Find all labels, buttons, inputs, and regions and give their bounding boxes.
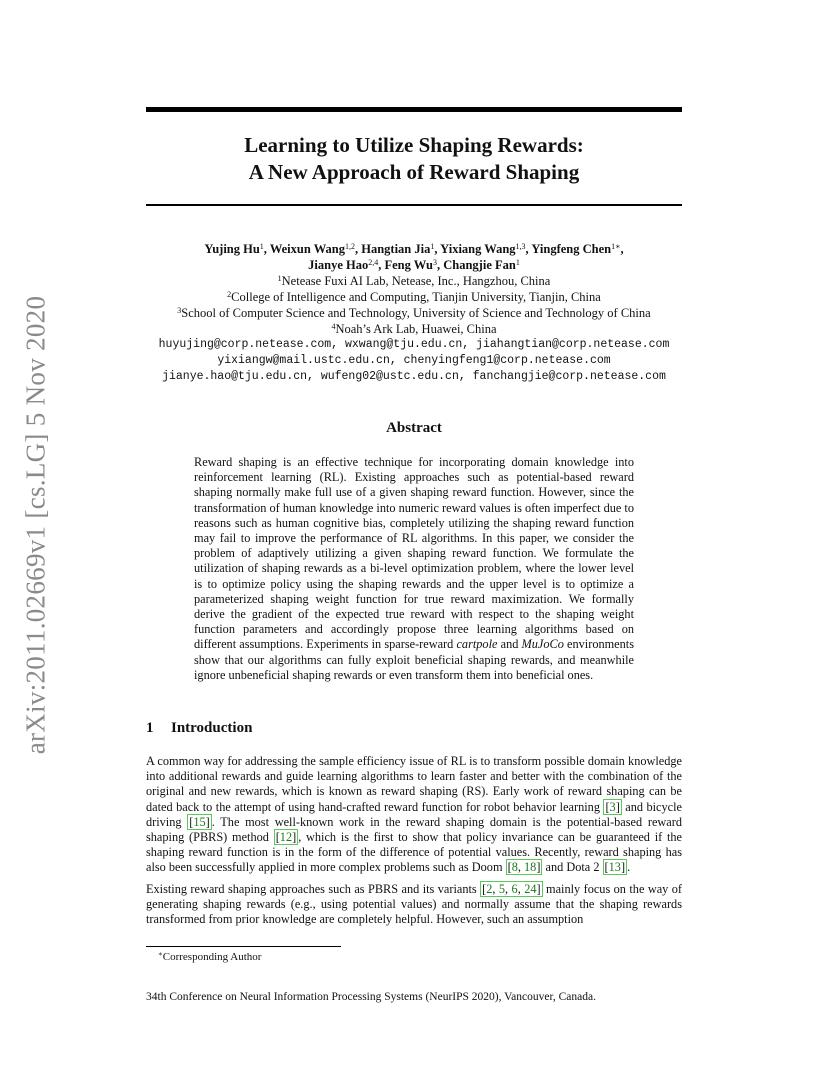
abstract-heading: Abstract xyxy=(386,420,442,436)
citation-number[interactable]: 6 xyxy=(511,881,518,896)
author-name: Weixun Wang xyxy=(269,242,345,256)
citation-link[interactable]: [8, 18] xyxy=(507,860,541,875)
author-name: Yujing Hu xyxy=(204,242,260,256)
email-line[interactable]: yixiangw@mail.ustc.edu.cn, chenyingfeng1@corp.netease.com xyxy=(217,354,611,367)
affiliation-sup: 3 xyxy=(177,306,182,315)
intro-text: . xyxy=(627,860,631,875)
author-sup: 1∗ xyxy=(611,242,621,251)
venue-line: 34th Conference on Neural Information Processing Systems (NeurIPS 2020), Vancouver, Canada. xyxy=(146,991,596,1003)
intro-paragraph-2 xyxy=(146,882,682,928)
affiliation-sup: 4 xyxy=(331,322,336,331)
author-sup: 1 xyxy=(259,242,264,251)
section-number: 1 xyxy=(146,720,154,736)
abstract-text: environments show that our algorithms can fully exploit beneficial shaping rewards, and meanwhile ignore unbeneficial shaping rewards or even transform them into beneficial ones. xyxy=(194,637,634,682)
intro-text: mainly focus on the way of generating shaping rewards (e.g., using potential values) and normally assume that the shaping rewards transformed from prior knowledge are completely helpful. However, such an assumption xyxy=(146,881,682,927)
affiliation xyxy=(146,305,682,321)
affiliation-text: Netease Fuxi AI Lab, Netease, Inc., Hangzhou, China xyxy=(281,274,551,288)
abstract-body xyxy=(194,455,634,683)
author-sep: , xyxy=(354,242,362,256)
author-name: Yingfeng Chen xyxy=(531,242,612,256)
title-line-1: Learning to Utilize Shaping Rewards: xyxy=(244,133,584,157)
paper-title xyxy=(146,132,682,186)
affiliation-sup: 1 xyxy=(277,274,282,283)
citation-number[interactable]: 3 xyxy=(609,799,616,814)
abstract-italic-cartpole: cartpole xyxy=(456,637,498,652)
footnote-rule xyxy=(146,946,341,947)
citation-link[interactable]: [15] xyxy=(189,814,210,829)
title-line-2: A New Approach of Reward Shaping xyxy=(248,160,580,184)
author-sup: 1,2 xyxy=(344,242,355,251)
author-sep: , xyxy=(378,258,385,272)
intro-text: and Dota 2 xyxy=(542,860,603,875)
abstract-text: and xyxy=(497,637,522,652)
citation-link[interactable]: [3] xyxy=(605,799,620,814)
email-line[interactable]: jianye.hao@tju.edu.cn, wufeng02@ustc.edu.cn, fanchangjie@corp.netease.com xyxy=(162,370,666,383)
author-block xyxy=(146,241,682,385)
arxiv-identifier: arXiv:2011.02669v1 [cs.LG] 5 Nov 2020 xyxy=(20,295,51,755)
citation-number[interactable]: 12 xyxy=(279,830,293,845)
affiliation xyxy=(146,321,682,337)
citation-number[interactable]: 13 xyxy=(608,860,621,875)
citation-number[interactable]: 18 xyxy=(524,860,537,875)
affiliation-text: College of Intelligence and Computing, Tianjin University, Tianjin, China xyxy=(231,290,601,304)
author-line-1 xyxy=(146,241,682,257)
title-top-rule xyxy=(146,107,682,112)
footnote-text: Corresponding Author xyxy=(162,951,262,963)
title-bottom-rule xyxy=(146,204,682,206)
footnote-mark: ∗ xyxy=(158,950,163,958)
citation-link[interactable]: [13] xyxy=(604,860,626,875)
author-sup: 1 xyxy=(430,242,435,251)
email-line[interactable]: huyujing@corp.netease.com, wxwang@tju.edu.cn, jiahangtian@corp.netease.com xyxy=(158,338,670,351)
section-title: Introduction xyxy=(171,720,253,736)
intro-text: Existing reward shaping approaches such as PBRS and its variants xyxy=(146,881,481,896)
citation-number[interactable]: 8 xyxy=(511,860,518,875)
citation-link[interactable]: [2, 5, 6, 24] xyxy=(482,881,541,896)
author-sep: , xyxy=(263,242,270,256)
author-sep: , xyxy=(434,242,441,256)
author-line-2 xyxy=(146,257,682,273)
abstract-italic-mujoco: MuJoCo xyxy=(521,637,564,652)
author-sep: , xyxy=(620,242,624,256)
author-sup: 1,3 xyxy=(515,242,526,251)
citation-number[interactable]: 24 xyxy=(524,881,537,896)
intro-text: , which is the first to show that policy invariance can be guaranteed if the shaping reward function is in the form of the difference of potential values. Recently, reward shaping has also been successfully applied in more complex problems such as Doom xyxy=(146,830,682,875)
intro-text: A common way for addressing the sample efficiency issue of RL is to transform possible domain knowledge into additional rewards and guide learning algorithms to learn faster and better with the combination of the original and new rewards, which is known as reward shaping (RS). Early work of reward shaping can be dated back to the attempt of using hand-crafted reward function for robot behavior learning xyxy=(146,754,682,814)
author-name: Changjie Fan xyxy=(443,258,516,272)
author-sup: 2,4 xyxy=(368,258,379,267)
author-name: Hangtian Jia xyxy=(361,242,431,256)
author-sup: 1 xyxy=(515,258,520,267)
author-sep: , xyxy=(437,258,444,272)
author-name: Feng Wu xyxy=(384,258,433,272)
abstract-text: Reward shaping is an effective technique for incorporating domain knowledge into reinforcement learning (RL). Existing approaches such as potential-based reward shaping normally make full use of a given shaping reward function. However, since the transformation of human knowledge into numeric reward values is often imperfect due to reasons such as human cognitive bias, completely utilizing the shaping reward function may fail to improve the performance of RL algorithms. In this paper, we consider the problem of adaptively utilizing a given shaping reward function. We formulate the utilization of shaping rewards as a bi-level optimization problem, where the lower level is to optimize policy using the shaping rewards and the upper level is to optimize a parameterized shaping weight function for true reward maximization. We formally derive the gradient of the expected true reward with respect to the shaping weight function parameters and accordingly propose three learning algorithms based on different assumptions. Experiments in sparse-reward xyxy=(194,455,634,652)
citation-number[interactable]: 15 xyxy=(193,814,206,829)
author-sep: , xyxy=(525,242,532,256)
affiliation xyxy=(146,273,682,289)
intro-text: and bicycle driving xyxy=(146,799,682,829)
intro-paragraph-1 xyxy=(146,754,682,876)
affiliation-text: Noah’s Ark Lab, Huawei, China xyxy=(335,322,497,336)
affiliation-sup: 2 xyxy=(227,290,232,299)
citation-link[interactable]: [12] xyxy=(275,830,297,845)
citation-number[interactable]: 2 xyxy=(486,881,493,896)
introduction-body xyxy=(146,754,682,933)
author-name: Jianye Hao xyxy=(308,258,369,272)
intro-text: . The most well-known work in the reward shaping domain is the potential-based reward shaping (PBRS) method xyxy=(146,814,682,845)
author-name: Yixiang Wang xyxy=(440,242,516,256)
author-sup: 3 xyxy=(433,258,437,267)
footnote xyxy=(158,951,261,963)
section-heading xyxy=(146,720,682,737)
affiliation xyxy=(146,289,682,305)
citation-number[interactable]: 5 xyxy=(498,881,506,896)
affiliation-text: School of Computer Science and Technology, University of Science and Technology of China xyxy=(181,306,651,320)
